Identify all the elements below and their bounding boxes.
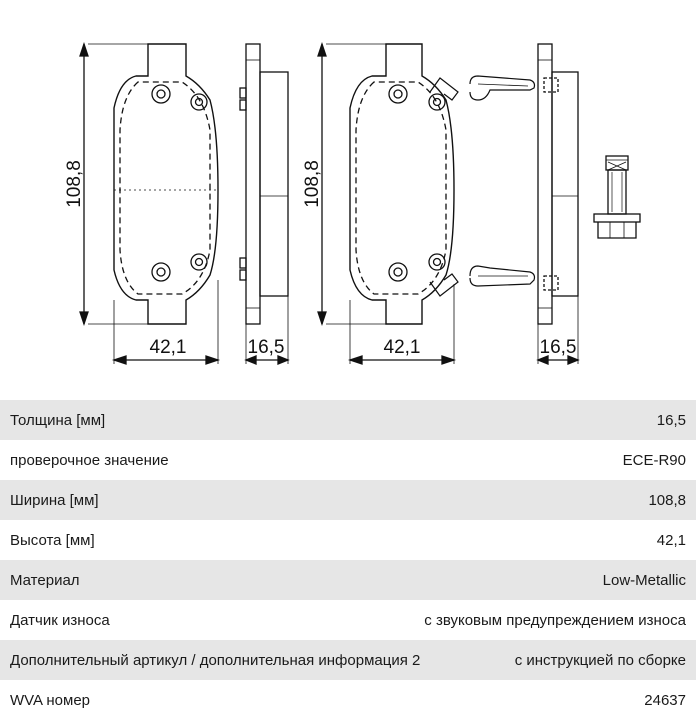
spec-label: Материал	[10, 571, 80, 589]
spec-label: Толщина [мм]	[10, 411, 106, 429]
spec-value: ECE-R90	[622, 451, 686, 469]
brake-pad-side-view-left	[240, 44, 288, 324]
spec-row-material	[0, 560, 696, 600]
spec-label: проверочное значение	[10, 451, 169, 469]
spec-label: Датчик износа	[10, 611, 110, 629]
width-label-right: 42,1	[383, 337, 421, 358]
spec-row-test-value	[0, 440, 696, 480]
spec-value: 42,1	[656, 531, 686, 549]
spec-label: WVA номер	[10, 691, 91, 709]
thickness-label-left: 16,5	[247, 337, 285, 358]
spec-row-additional-info	[0, 640, 696, 680]
spec-value: 16,5	[656, 411, 686, 429]
thickness-label-right: 16,5	[539, 337, 577, 358]
height-dimension-right	[318, 44, 386, 324]
spec-value: с звуковым предупреждением износа	[424, 611, 686, 629]
spec-row-width	[0, 480, 696, 520]
spec-label: Ширина [мм]	[10, 491, 99, 509]
spec-row-height	[0, 520, 696, 560]
spec-value: 108,8	[648, 491, 686, 509]
spec-value: с инструкцией по сборке	[514, 651, 686, 669]
brake-pad-side-view-right	[538, 44, 578, 324]
brake-pad-front-view-left	[114, 44, 218, 324]
spec-row-thickness	[0, 400, 696, 440]
spec-row-wva-number	[0, 680, 696, 720]
height-label-left: 108,8	[64, 160, 85, 208]
height-label-right: 108,8	[302, 160, 323, 208]
spec-label: Высота [мм]	[10, 531, 95, 549]
anti-rattle-springs	[470, 76, 535, 286]
bolt-icon	[594, 156, 640, 238]
spec-table	[0, 400, 696, 720]
width-label-left: 42,1	[149, 337, 187, 358]
spec-label: Дополнительный артикул / дополнительная информация 2	[10, 651, 421, 669]
spec-row-wear-sensor	[0, 600, 696, 640]
spec-value: Low-Metallic	[602, 571, 686, 589]
brake-pad-front-view-right	[350, 44, 458, 324]
spec-value: 24637	[644, 691, 686, 709]
